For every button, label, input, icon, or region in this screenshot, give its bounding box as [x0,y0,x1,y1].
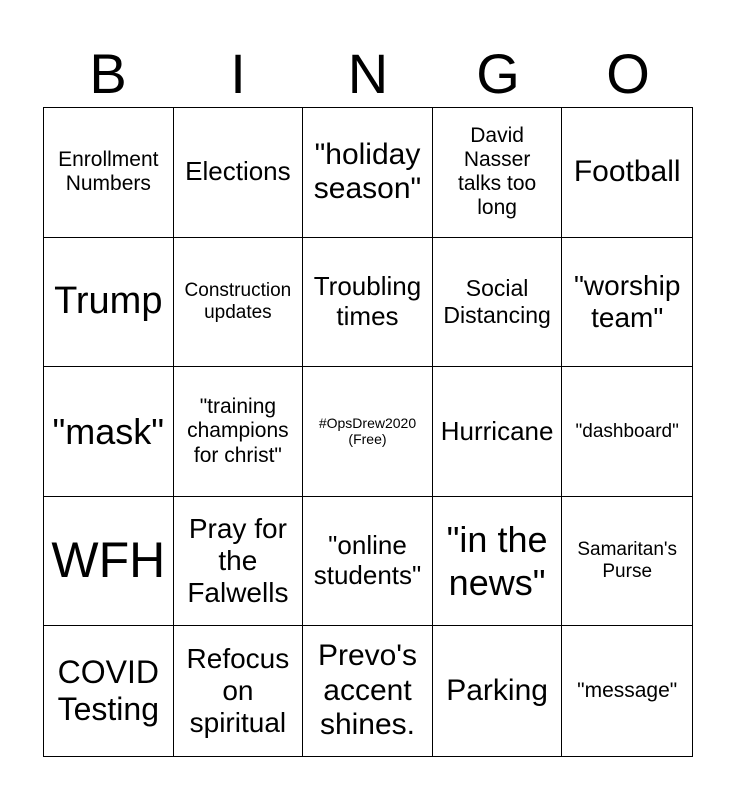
bingo-cell[interactable]: "in the news" [433,497,563,627]
bingo-cell[interactable]: WFH [44,497,174,627]
header-letter-g: G [476,42,520,105]
bingo-free-cell[interactable]: #OpsDrew2020 (Free) [303,367,433,497]
bingo-cell[interactable]: Hurricane [433,367,563,497]
bingo-cell[interactable]: Pray for the Falwells [174,497,304,627]
header-letter-b: B [89,42,127,105]
header-letter-i: I [230,42,246,105]
bingo-cell[interactable]: Elections [174,108,304,238]
bingo-cell[interactable]: Prevo's accent shines. [303,626,433,756]
bingo-cell[interactable]: "dashboard" [562,367,692,497]
bingo-header [43,40,693,108]
header-letter-n: N [347,42,389,105]
bingo-card [43,107,693,757]
bingo-cell[interactable]: "worship team" [562,238,692,368]
bingo-cell[interactable]: COVID Testing [44,626,174,756]
bingo-cell[interactable]: Social Distancing [433,238,563,368]
bingo-cell[interactable]: Refocus on spiritual [174,626,304,756]
bingo-cell[interactable]: "message" [577,679,678,703]
bingo-cell[interactable]: Construction updates [174,238,304,368]
bingo-cell[interactable]: Football [562,108,692,238]
bingo-cell[interactable]: David Nasser talks too long [433,108,563,238]
bingo-cell[interactable]: Parking [433,626,563,756]
bingo-cell[interactable]: "online students" [303,497,433,627]
bingo-cell[interactable]: Trump [44,238,174,368]
header-letter-o: O [606,42,650,105]
bingo-cell[interactable]: Samaritan's Purse [562,497,692,627]
bingo-cell[interactable]: "holiday season" [303,108,433,238]
bingo-cell[interactable]: "training champions for christ" [174,367,304,497]
bingo-cell[interactable]: Enrollment Numbers [44,108,174,238]
bingo-cell[interactable]: "mask" [44,367,174,497]
bingo-cell[interactable]: Troubling times [303,238,433,368]
